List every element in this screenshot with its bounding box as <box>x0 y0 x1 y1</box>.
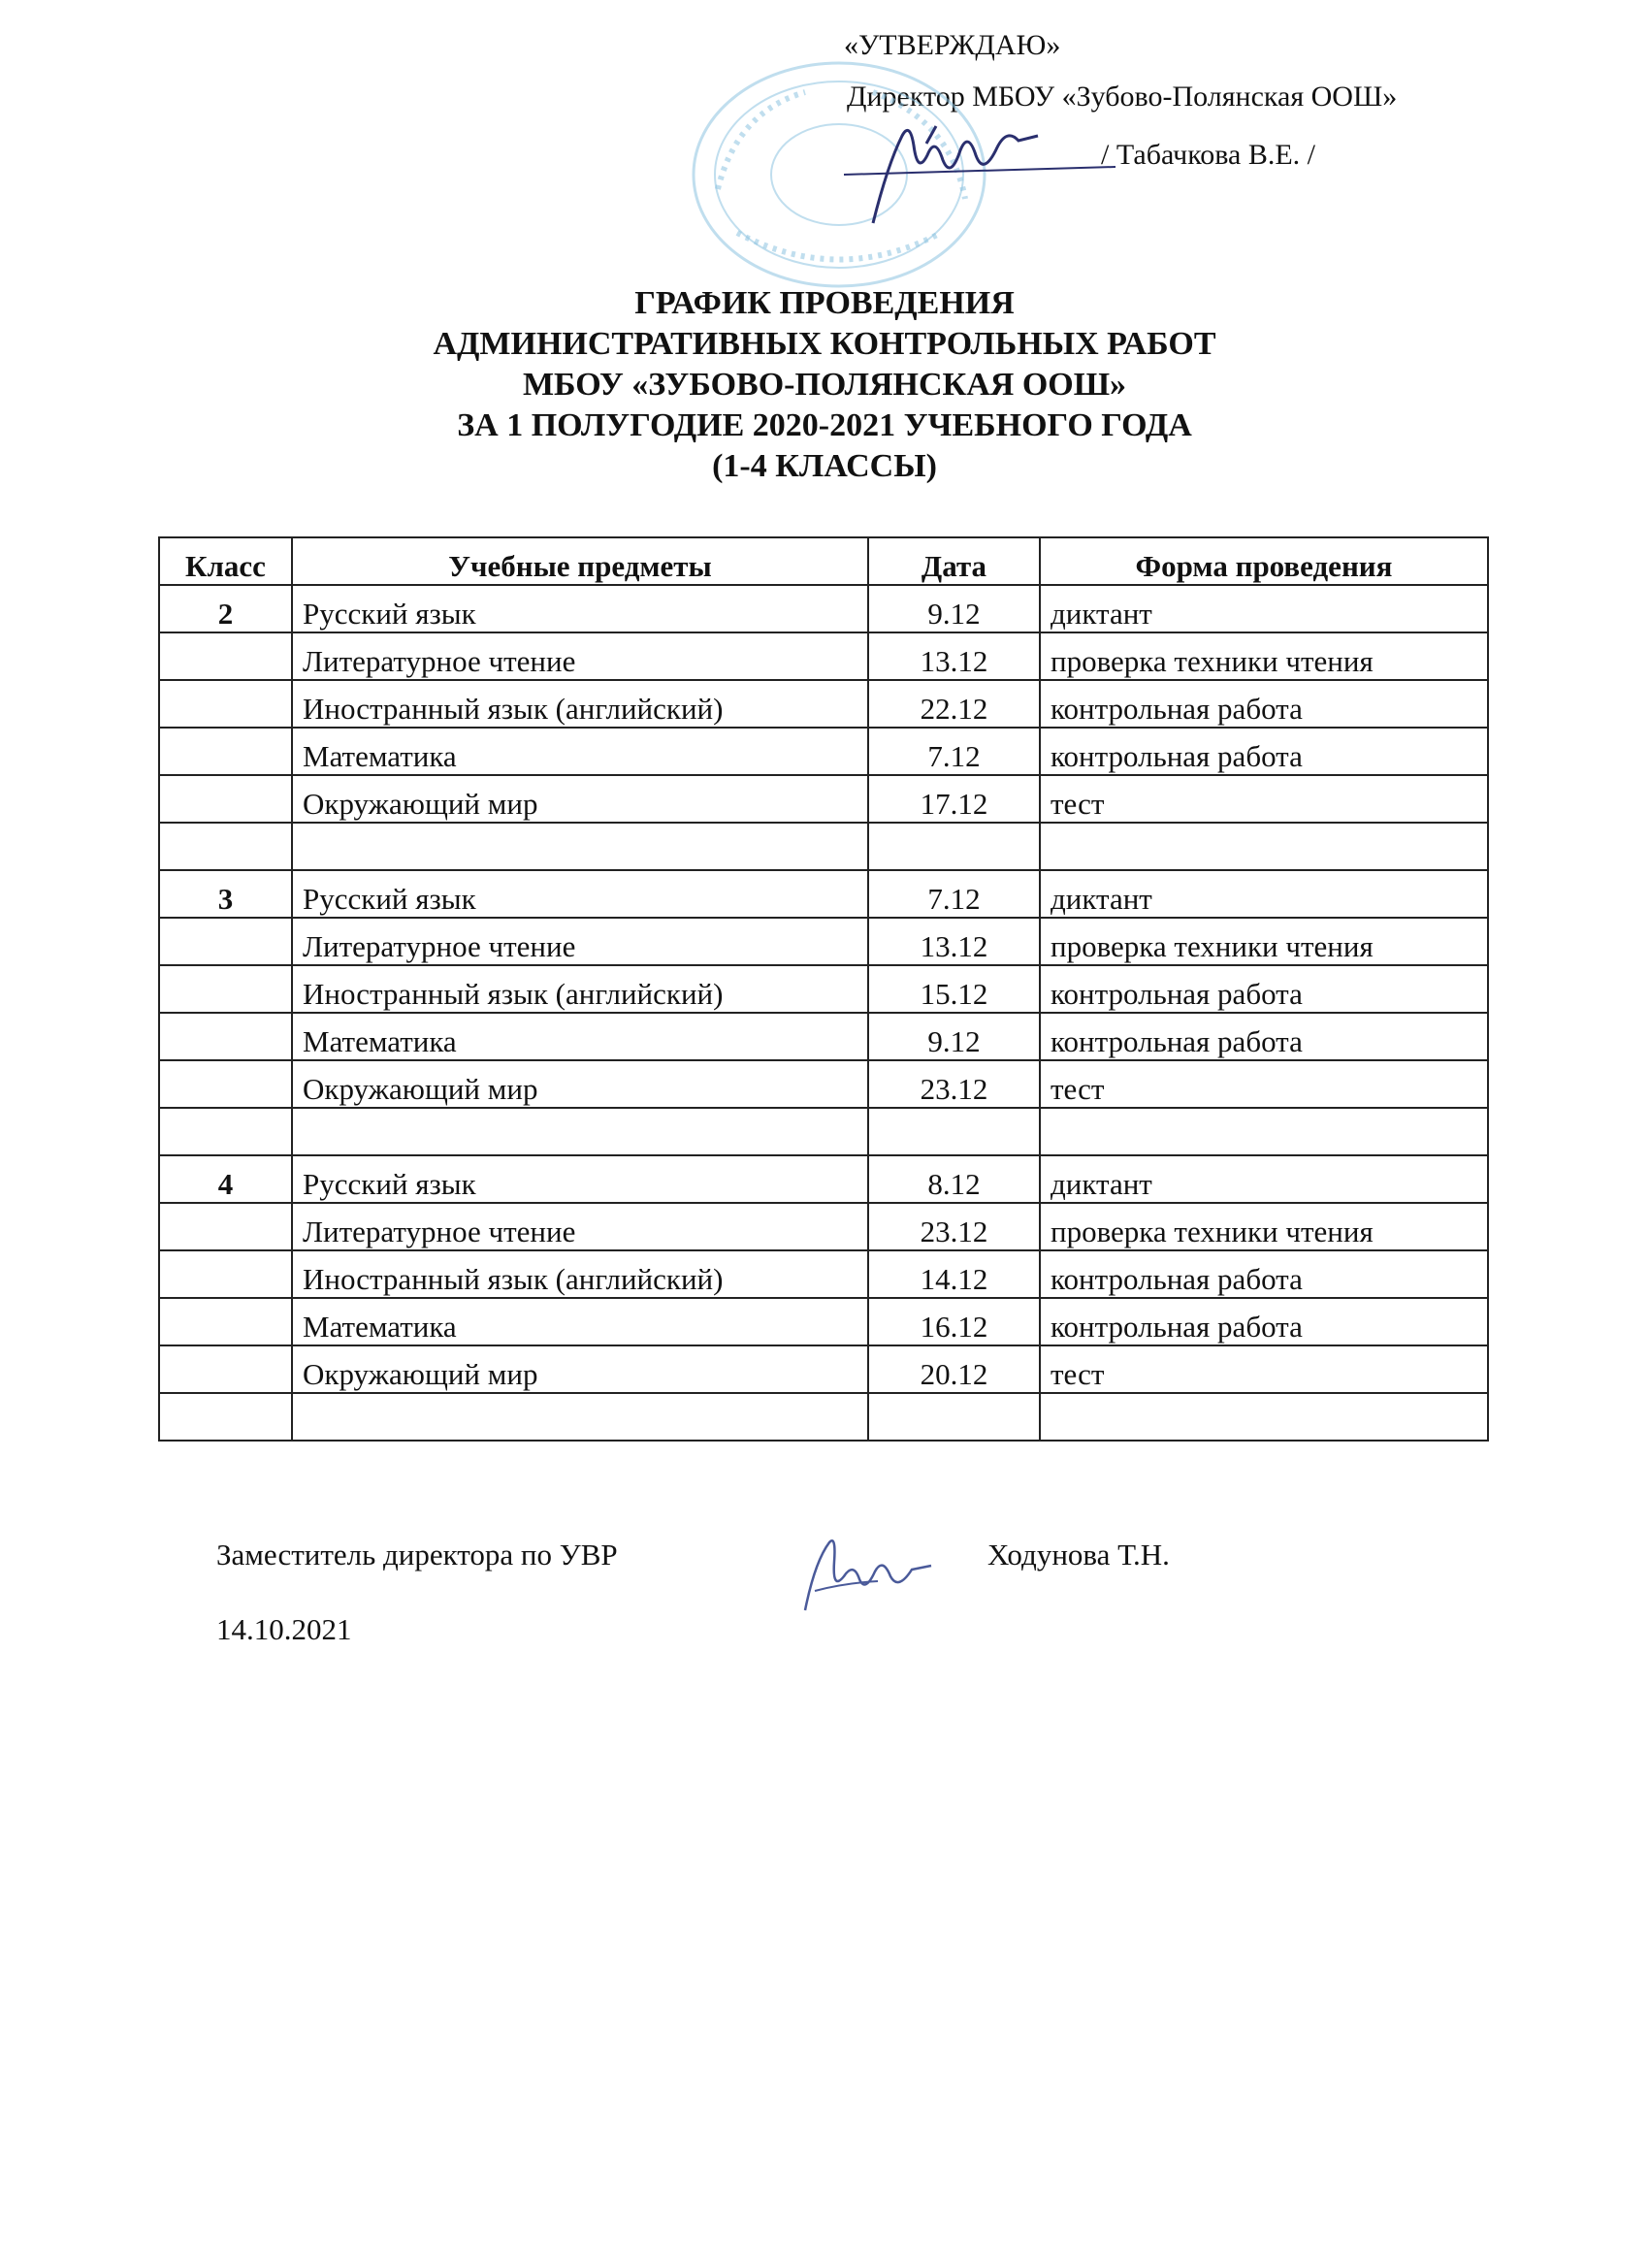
table-row <box>159 1250 1488 1298</box>
approval-position: Директор МБОУ «Зубово-Полянская ООШ» <box>847 81 1398 113</box>
cell-date <box>868 1108 1040 1155</box>
cell-subject: Иностранный язык (английский) <box>292 1250 868 1298</box>
cell-subject: Иностранный язык (английский) <box>292 965 868 1013</box>
cell-subject: Математика <box>292 1013 868 1060</box>
cell-class: 4 <box>159 1155 292 1203</box>
cell-class: 2 <box>159 585 292 632</box>
table-row <box>159 870 1488 918</box>
cell-class <box>159 1013 292 1060</box>
table-header-row <box>159 537 1488 585</box>
cell-class <box>159 728 292 775</box>
header-class: Класс <box>159 537 292 585</box>
cell-subject: Русский язык <box>292 1155 868 1203</box>
cell-subject: Окружающий мир <box>292 1345 868 1393</box>
cell-date: 9.12 <box>868 585 1040 632</box>
cell-form: проверка техники чтения <box>1040 632 1488 680</box>
table-row <box>159 1393 1488 1441</box>
cell-form: контрольная работа <box>1040 965 1488 1013</box>
approval-heading: «УТВЕРЖДАЮ» <box>844 29 1061 61</box>
approval-signature-name: / Табачкова В.Е. / <box>1101 139 1316 171</box>
cell-class <box>159 632 292 680</box>
table-row <box>159 728 1488 775</box>
cell-form: контрольная работа <box>1040 1298 1488 1345</box>
cell-class <box>159 680 292 728</box>
cell-subject <box>292 1108 868 1155</box>
cell-subject <box>292 823 868 870</box>
cell-date: 7.12 <box>868 728 1040 775</box>
cell-date: 13.12 <box>868 632 1040 680</box>
cell-subject: Литературное чтение <box>292 1203 868 1250</box>
cell-date: 13.12 <box>868 918 1040 965</box>
cell-date <box>868 1393 1040 1441</box>
cell-class <box>159 775 292 823</box>
cell-class <box>159 1345 292 1393</box>
cell-date: 22.12 <box>868 680 1040 728</box>
table-row <box>159 1108 1488 1155</box>
table-row <box>159 1298 1488 1345</box>
header-form: Форма проведения <box>1040 537 1488 585</box>
table-row <box>159 1013 1488 1060</box>
cell-form: проверка техники чтения <box>1040 918 1488 965</box>
header-subject: Учебные предметы <box>292 537 868 585</box>
cell-form: диктант <box>1040 1155 1488 1203</box>
cell-date: 16.12 <box>868 1298 1040 1345</box>
cell-form: контрольная работа <box>1040 1013 1488 1060</box>
cell-date: 23.12 <box>868 1060 1040 1108</box>
cell-date: 8.12 <box>868 1155 1040 1203</box>
cell-form: тест <box>1040 775 1488 823</box>
deputy-signature <box>786 1523 941 1630</box>
table-row <box>159 823 1488 870</box>
cell-subject: Математика <box>292 1298 868 1345</box>
table-row <box>159 1345 1488 1393</box>
deputy-position: Заместитель директора по УВР <box>216 1538 618 1571</box>
cell-class <box>159 1250 292 1298</box>
table-row <box>159 1060 1488 1108</box>
cell-form: контрольная работа <box>1040 1250 1488 1298</box>
document-date: 14.10.2021 <box>216 1612 352 1646</box>
cell-date <box>868 823 1040 870</box>
deputy-name: Ходунова Т.Н. <box>987 1538 1170 1571</box>
cell-class <box>159 918 292 965</box>
cell-subject: Иностранный язык (английский) <box>292 680 868 728</box>
cell-subject: Русский язык <box>292 585 868 632</box>
table-row <box>159 585 1488 632</box>
cell-subject: Окружающий мир <box>292 1060 868 1108</box>
cell-class <box>159 1060 292 1108</box>
cell-form: контрольная работа <box>1040 680 1488 728</box>
cell-class <box>159 1203 292 1250</box>
table-row <box>159 1203 1488 1250</box>
cell-class <box>159 823 292 870</box>
table-row <box>159 680 1488 728</box>
title-line-4: ЗА 1 ПОЛУГОДИЕ 2020-2021 УЧЕБНОГО ГОДА <box>457 407 1192 443</box>
title-line-1: ГРАФИК ПРОВЕДЕНИЯ <box>634 285 1015 321</box>
cell-date: 23.12 <box>868 1203 1040 1250</box>
table-row <box>159 965 1488 1013</box>
cell-date: 15.12 <box>868 965 1040 1013</box>
cell-subject: Литературное чтение <box>292 918 868 965</box>
cell-form: контрольная работа <box>1040 728 1488 775</box>
cell-form: диктант <box>1040 585 1488 632</box>
cell-date: 14.12 <box>868 1250 1040 1298</box>
table-row <box>159 632 1488 680</box>
cell-class <box>159 965 292 1013</box>
cell-form: диктант <box>1040 870 1488 918</box>
cell-form <box>1040 823 1488 870</box>
cell-date: 20.12 <box>868 1345 1040 1393</box>
table-row <box>159 775 1488 823</box>
cell-subject: Литературное чтение <box>292 632 868 680</box>
cell-class <box>159 1393 292 1441</box>
cell-date: 7.12 <box>868 870 1040 918</box>
cell-form: проверка техники чтения <box>1040 1203 1488 1250</box>
document-title <box>0 283 1649 487</box>
cell-form <box>1040 1393 1488 1441</box>
table-row <box>159 1155 1488 1203</box>
title-line-5: (1-4 КЛАССЫ) <box>712 448 937 484</box>
table-row <box>159 918 1488 965</box>
cell-subject: Математика <box>292 728 868 775</box>
cell-class <box>159 1298 292 1345</box>
cell-date: 17.12 <box>868 775 1040 823</box>
cell-class: 3 <box>159 870 292 918</box>
schedule-table <box>158 536 1489 1442</box>
cell-form: тест <box>1040 1345 1488 1393</box>
cell-class <box>159 1108 292 1155</box>
director-signature <box>834 107 1125 233</box>
cell-subject: Русский язык <box>292 870 868 918</box>
title-line-2: АДМИНИСТРАТИВНЫХ КОНТРОЛЬНЫХ РАБОТ <box>433 326 1216 362</box>
cell-form: тест <box>1040 1060 1488 1108</box>
cell-form <box>1040 1108 1488 1155</box>
cell-subject: Окружающий мир <box>292 775 868 823</box>
title-line-3: МБОУ «ЗУБОВО-ПОЛЯНСКАЯ ООШ» <box>522 367 1127 403</box>
cell-date: 9.12 <box>868 1013 1040 1060</box>
cell-subject <box>292 1393 868 1441</box>
header-date: Дата <box>868 537 1040 585</box>
